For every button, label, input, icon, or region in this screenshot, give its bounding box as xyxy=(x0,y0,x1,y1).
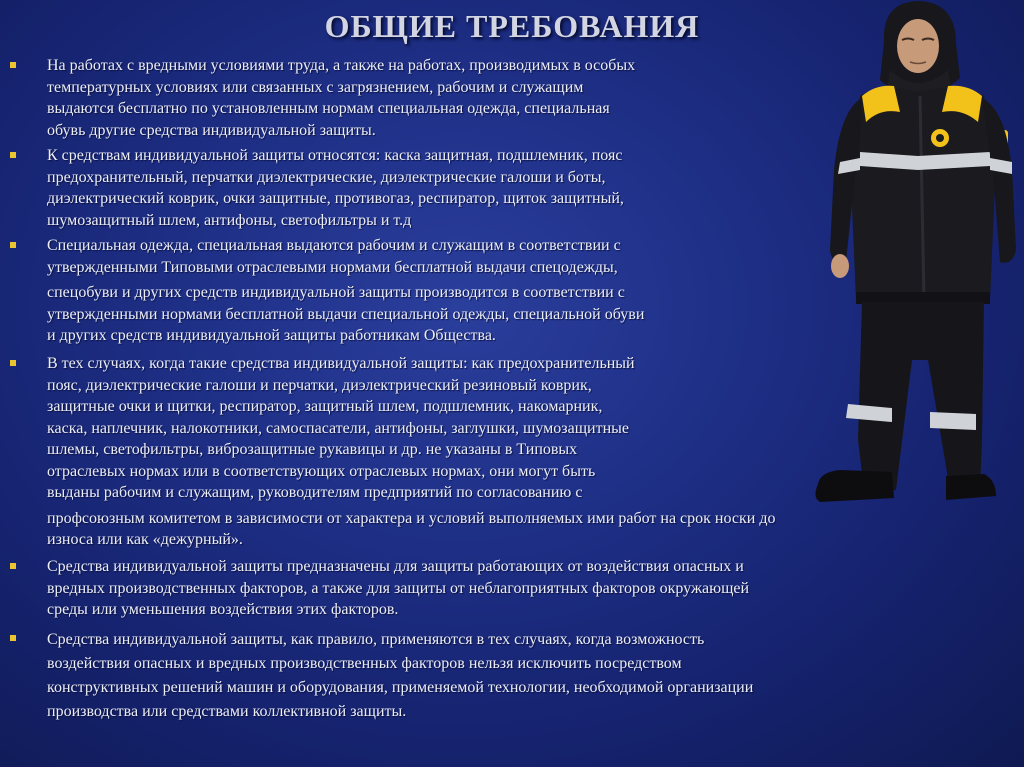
paragraph-line: В тех случаях, когда такие средства индивидуальной защиты: как предохранительный xyxy=(47,355,635,372)
paragraph-line: обувь другие средства индивидуальной защиты. xyxy=(47,121,376,139)
paragraph-line: среды или уменьшения воздействия этих факторов. xyxy=(47,601,399,618)
paragraph-line: выдаются бесплатно по установленным нормам специальная одежда, специальная xyxy=(47,100,610,117)
bullet-paragraph-4 xyxy=(47,353,775,551)
paragraph-line: спецобуви и других средств индивидуальной защиты производится в соответствии с xyxy=(47,284,625,301)
paragraph-line: производства или средствами коллективной защиты. xyxy=(47,703,407,720)
bullet-paragraph-6 xyxy=(47,628,753,724)
bullet-paragraph-2 xyxy=(47,145,624,231)
paragraph-line: каска, наплечник, налокотники, самоспасатели, антифоны, заглушки, шумозащитные xyxy=(47,419,629,437)
paragraph-line: пояс, диэлектрические галоши и перчатки, диэлектрический резиновый коврик, xyxy=(47,376,592,394)
bullet-marker xyxy=(8,628,20,650)
paragraph-line: К средствам индивидуальной защиты относятся: каска защитная, подшлемник, пояс xyxy=(47,147,623,164)
paragraph-line: шлемы, светофильтры, виброзащитные рукавицы и др. не указаны в Типовых xyxy=(47,441,578,458)
paragraph-line: конструктивных решений машин и оборудования, применяемой технологии, необходимой организации xyxy=(47,679,754,696)
paragraph-line: защитные очки и щитки, респиратор, защитный шлем, подшлемник, накомарник, xyxy=(47,398,603,415)
paragraph-line: предохранительный, перчатки диэлектрические, диэлектрические галоши и боты, xyxy=(47,168,606,186)
paragraph-line: утвержденными Типовыми отраслевыми нормами бесплатной выдачи спецодежды, xyxy=(47,258,618,276)
paragraph-line: и других средств индивидуальной защиты работникам Общества. xyxy=(47,327,496,344)
paragraph-line: Средства индивидуальной защиты, как правило, применяются в тех случаях, когда возможность xyxy=(47,631,705,648)
paragraph-line: шумозащитный шлем, антифоны, светофильтры и т.д xyxy=(47,211,412,229)
bullet-paragraph-5 xyxy=(47,556,749,621)
paragraph-line: вредных производственных факторов, а также для защиты от неблагоприятных факторов окружающей xyxy=(47,579,750,597)
paragraph-line: Специальная одежда, специальная выдаются рабочим и служащим в соответствии с xyxy=(47,237,621,254)
paragraph-line: отраслевых нормах или в соответствующих отраслевых нормах, они могут быть xyxy=(47,462,596,480)
slide-title: ОБЩИЕ ТРЕБОВАНИЯ xyxy=(324,8,700,44)
bullet-marker xyxy=(8,353,20,375)
paragraph-line: температурных условиях или связанных с загрязнением, рабочим и служащим xyxy=(47,78,584,96)
bullet-marker xyxy=(8,145,20,167)
bullet-paragraph-1 xyxy=(47,55,635,141)
paragraph-line: профсоюзным комитетом в зависимости от характера и условий выполняемых ими работ на срок носки до xyxy=(47,509,776,527)
paragraph-line: На работах с вредными условиями труда, а также на работах, производимых в особых xyxy=(47,57,636,74)
worker-in-protective-suit-image xyxy=(800,0,1024,515)
paragraph-line: Средства индивидуальной защиты предназначены для защиты работающих от воздействия опасных и xyxy=(47,558,744,575)
paragraph-line: воздействия опасных и вредных производственных факторов нельзя исключить посредством xyxy=(47,655,682,672)
bullet-marker xyxy=(8,235,20,257)
bullet-paragraph-3 xyxy=(47,235,644,347)
paragraph-line: выданы рабочим и служащим, руководителям предприятий по согласованию с xyxy=(47,484,583,501)
bullet-marker xyxy=(8,55,20,77)
bullet-marker xyxy=(8,556,20,578)
paragraph-line: утвержденными нормами бесплатной выдачи специальной одежды, специальной обуви xyxy=(47,305,645,323)
paragraph-line: износа или как «дежурный». xyxy=(47,531,243,548)
paragraph-line: диэлектрический коврик, очки защитные, противогаз, респиратор, щиток защитный, xyxy=(47,190,624,207)
